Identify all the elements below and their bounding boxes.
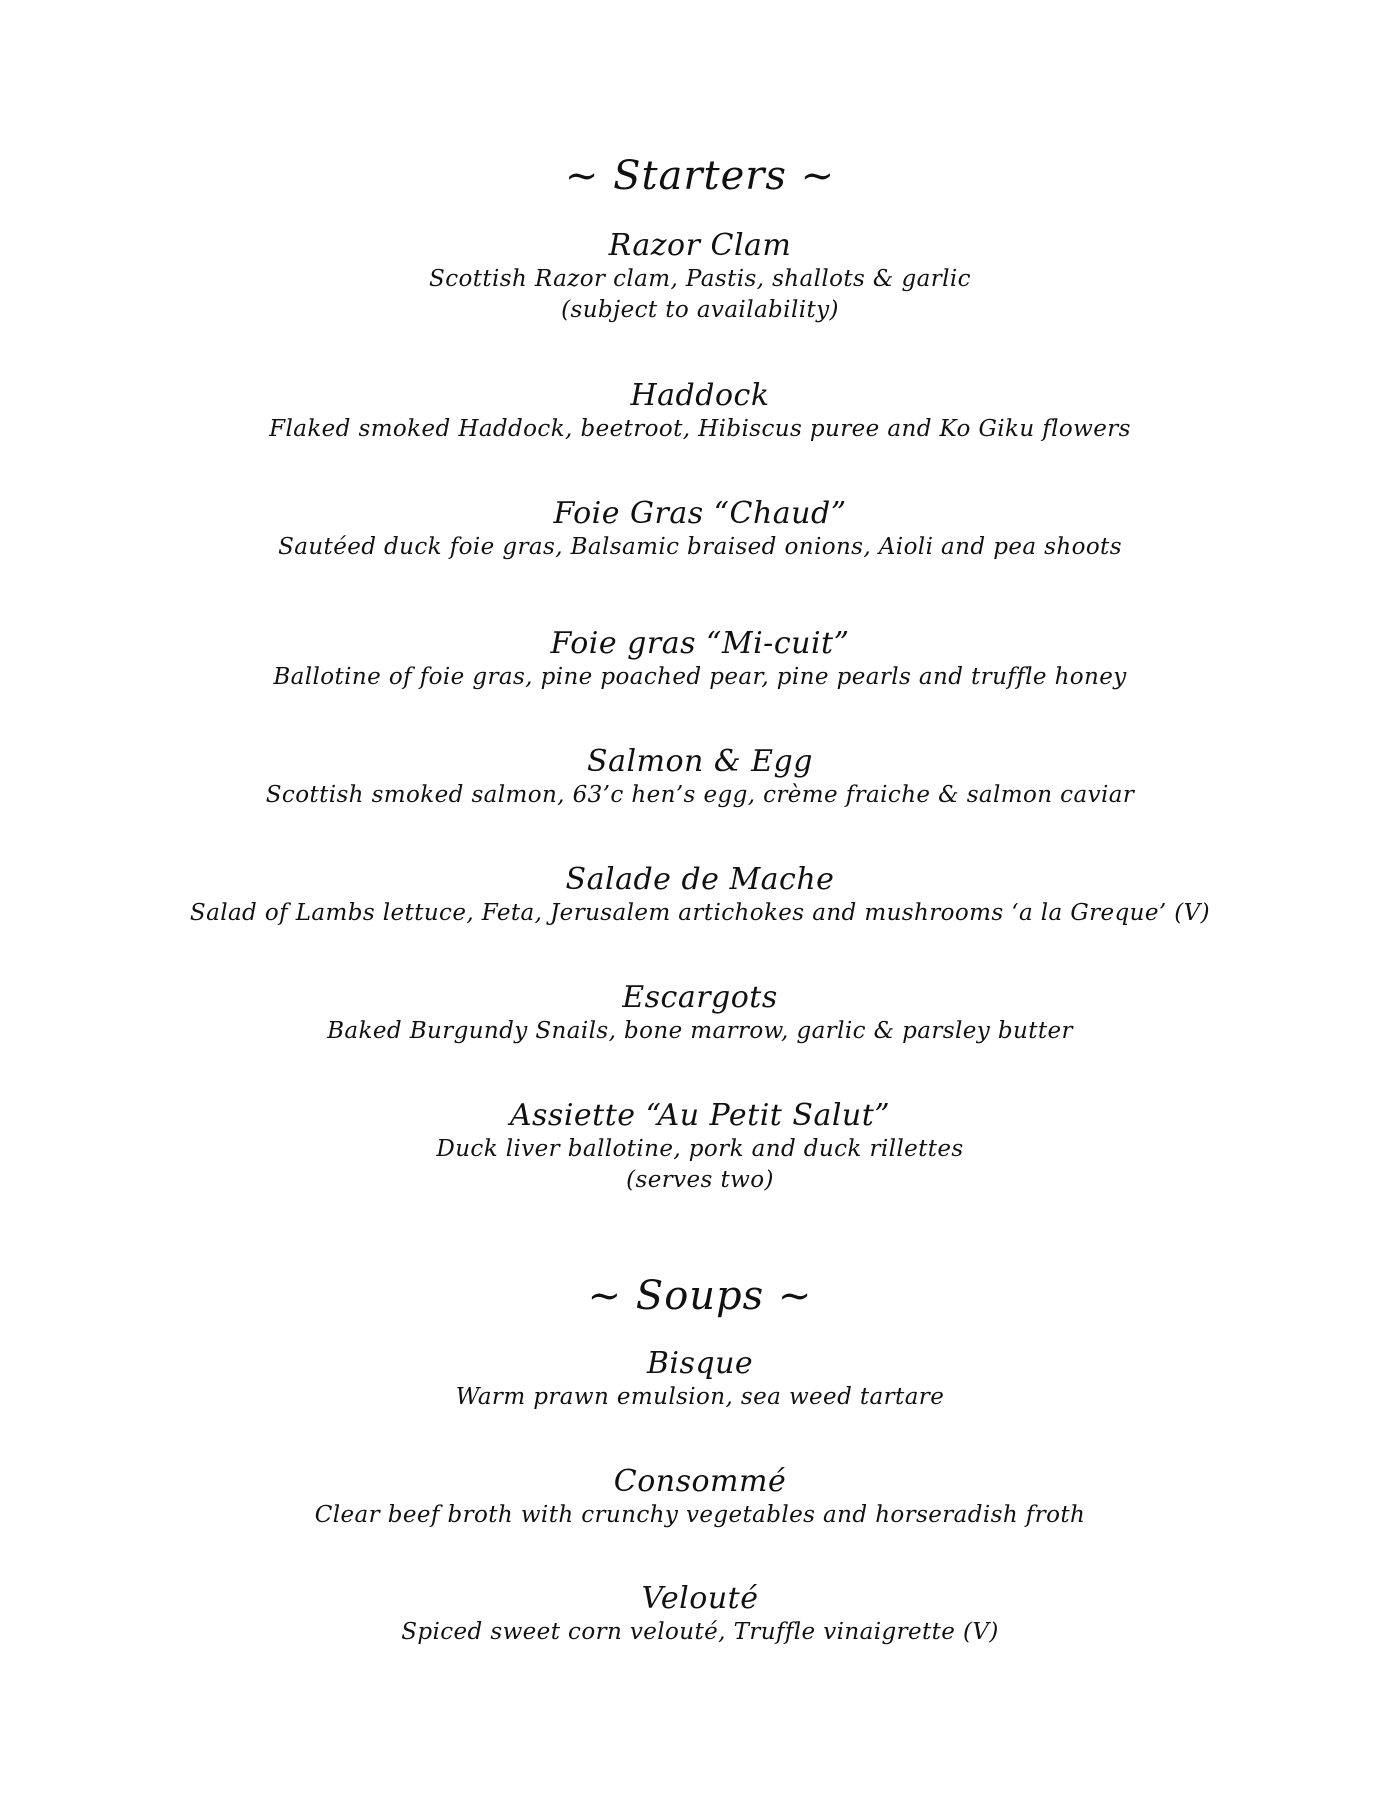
- dish-name: Foie Gras “Chaud”: [553, 496, 847, 531]
- dish-note: (subject to availability): [561, 297, 839, 323]
- menu-item-escargots: [0, 980, 1400, 1047]
- dish-description: Scottish Razor clam, Pastis, shallots & garlic: [429, 266, 971, 292]
- menu-item-foie-gras-chaud: [0, 496, 1400, 563]
- dish-description: Baked Burgundy Snails, bone marrow, garlic & parsley butter: [327, 1018, 1073, 1044]
- dish-name: Bisque: [646, 1346, 754, 1381]
- menu-item-salade-de-mache: [0, 862, 1400, 929]
- menu-item-razor-clam: [0, 228, 1400, 326]
- dish-name: Consommé: [613, 1464, 787, 1499]
- soups-heading: ~ Soups ~: [587, 1273, 813, 1319]
- menu-item-salmon-egg: [0, 744, 1400, 811]
- dish-description: Spiced sweet corn velouté, Truffle vinaigrette (V): [401, 1619, 999, 1645]
- dish-name: Salade de Mache: [565, 862, 835, 897]
- menu-item-assiette-au-petit-salut: [0, 1098, 1400, 1196]
- dish-description: Ballotine of foie gras, pine poached pear, pine pearls and truffle honey: [273, 664, 1127, 690]
- menu-item-haddock: [0, 378, 1400, 445]
- dish-name: Razor Clam: [608, 228, 792, 263]
- menu-item-consomme: [0, 1464, 1400, 1531]
- dish-name: Velouté: [641, 1581, 759, 1616]
- dish-note: (serves two): [626, 1167, 774, 1193]
- dish-description: Clear beef broth with crunchy vegetables and horseradish froth: [314, 1502, 1086, 1528]
- starters-heading: ~ Starters ~: [564, 153, 836, 199]
- dish-description: Sautéed duck foie gras, Balsamic braised onions, Aioli and pea shoots: [278, 534, 1122, 560]
- dish-name: Haddock: [630, 378, 770, 413]
- dish-name: Assiette “Au Petit Salut”: [509, 1098, 891, 1133]
- menu-item-bisque: [0, 1346, 1400, 1413]
- menu-item-foie-gras-mi-cuit: [0, 626, 1400, 693]
- dish-description: Flaked smoked Haddock, beetroot, Hibiscus puree and Ko Giku flowers: [269, 416, 1131, 442]
- dish-name: Escargots: [622, 980, 778, 1015]
- dish-description: Duck liver ballotine, pork and duck rillettes: [436, 1136, 964, 1162]
- dish-description: Salad of Lambs lettuce, Feta, Jerusalem artichokes and mushrooms ‘a la Greque’ (V): [189, 900, 1211, 926]
- dish-description: Warm prawn emulsion, sea weed tartare: [455, 1384, 945, 1410]
- dish-description: Scottish smoked salmon, 63’c hen’s egg, crème fraiche & salmon caviar: [265, 782, 1135, 808]
- dish-name: Foie gras “Mi-cuit”: [550, 626, 850, 661]
- dish-name: Salmon & Egg: [587, 744, 813, 779]
- menu-item-veloute: [0, 1581, 1400, 1648]
